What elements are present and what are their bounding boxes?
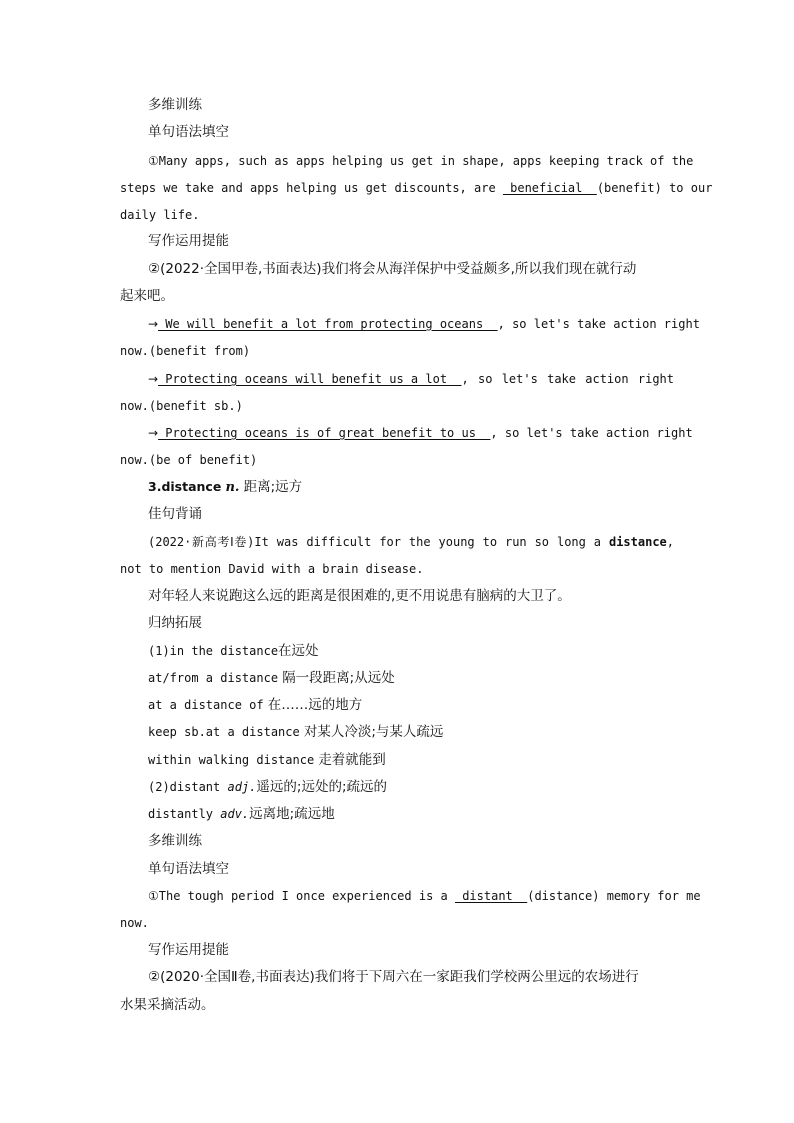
writing-exercise-2-line-2: 水果采摘活动。 bbox=[120, 997, 215, 1013]
practice-heading: 多维训练 bbox=[148, 833, 202, 849]
writing-exercise-2-line-2: 起来吧。 bbox=[120, 288, 174, 304]
answer-blank-be-of-benefit: Protecting oceans is of great benefit to us bbox=[158, 426, 491, 440]
grammar-fill-heading: 单句语法填空 bbox=[148, 861, 229, 877]
answer-line-benefit-sb: → Protecting oceans will benefit us a lot , so let's take action right bbox=[148, 372, 674, 386]
derivative-distantly: distantly adv.远离地;疏远地 bbox=[148, 806, 335, 822]
answer-blank-benefit-sb: Protecting oceans will benefit us a lot bbox=[158, 372, 462, 386]
answer-note-be-of-benefit: now.(be of benefit) bbox=[120, 453, 258, 467]
example-sentence-line-2: not to mention David with a brain disease. bbox=[120, 562, 424, 576]
writing-exercise-2-line-1: ②(2022·全国甲卷,书面表达)我们将会从海洋保护中受益颇多,所以我们现在就行动 bbox=[148, 261, 637, 277]
expand-heading: 归纳拓展 bbox=[148, 615, 202, 631]
answer-line-benefit-from: → We will benefit a lot from protecting oceans , so let's take action right bbox=[148, 317, 700, 331]
phrase-item: at/from a distance 隔一段距离;从远处 bbox=[148, 670, 395, 686]
practice-heading: 多维训练 bbox=[148, 97, 202, 113]
example-sentence-line-1: (2022·新高考Ⅰ卷)It was difficult for the young to run so long a distance, bbox=[148, 535, 674, 549]
answer-blank-distant: distant bbox=[454, 889, 528, 903]
keyword-distance: distance bbox=[608, 535, 667, 549]
sentence-heading: 佳句背诵 bbox=[148, 506, 202, 522]
answer-note-benefit-sb: now.(benefit sb.) bbox=[120, 399, 243, 413]
arrow-icon: → bbox=[148, 317, 159, 331]
arrow-icon: → bbox=[148, 426, 159, 440]
entry-word: distance bbox=[161, 479, 222, 494]
arrow-icon: → bbox=[148, 372, 159, 386]
writing-heading: 写作运用提能 bbox=[148, 942, 229, 958]
answer-blank-beneficial: beneficial bbox=[502, 181, 597, 195]
writing-heading: 写作运用提能 bbox=[148, 233, 229, 249]
example-translation: 对年轻人来说跑这么远的距离是很困难的,更不用说患有脑病的大卫了。 bbox=[148, 588, 571, 604]
exercise-1-line-2: steps we take and apps helping us get discounts, are beneficial (benefit) to our bbox=[120, 181, 713, 195]
entry-definition: 距离;远方 bbox=[243, 479, 303, 495]
grammar-fill-heading: 单句语法填空 bbox=[148, 124, 229, 140]
entry-pos: n. bbox=[225, 480, 240, 495]
answer-note-benefit-from: now.(benefit from) bbox=[120, 344, 251, 358]
answer-blank-benefit-from: We will benefit a lot from protecting oceans bbox=[158, 317, 498, 331]
exercise-1-line-1: ①Many apps, such as apps helping us get in shape, apps keeping track of the bbox=[148, 154, 694, 168]
phrase-item: keep sb.at a distance 对某人冷淡;与某人疏远 bbox=[148, 724, 444, 740]
exercise-distance-line-1: ①The tough period I once experienced is a distant (distance) memory for me bbox=[148, 889, 701, 903]
answer-line-be-of-benefit: → Protecting oceans is of great benefit to us , so let's take action right bbox=[148, 426, 693, 440]
exercise-distance-line-2: now. bbox=[120, 916, 149, 930]
phrase-item: at a distance of 在……远的地方 bbox=[148, 697, 363, 713]
writing-exercise-2-line-1: ②(2020·全国Ⅱ卷,书面表达)我们将于下周六在一家距我们学校两公里远的农场进行 bbox=[148, 969, 639, 985]
vocab-entry-distance: 3.distance n. 距离;远方 bbox=[148, 479, 303, 495]
phrase-item: within walking distance 走着就能到 bbox=[148, 752, 386, 768]
phrase-item: (1)in the distance在远处 bbox=[148, 643, 319, 659]
derivative-distant: (2)distant adj.遥远的;远处的;疏远的 bbox=[148, 779, 387, 795]
exercise-1-line-3: daily life. bbox=[120, 208, 200, 222]
